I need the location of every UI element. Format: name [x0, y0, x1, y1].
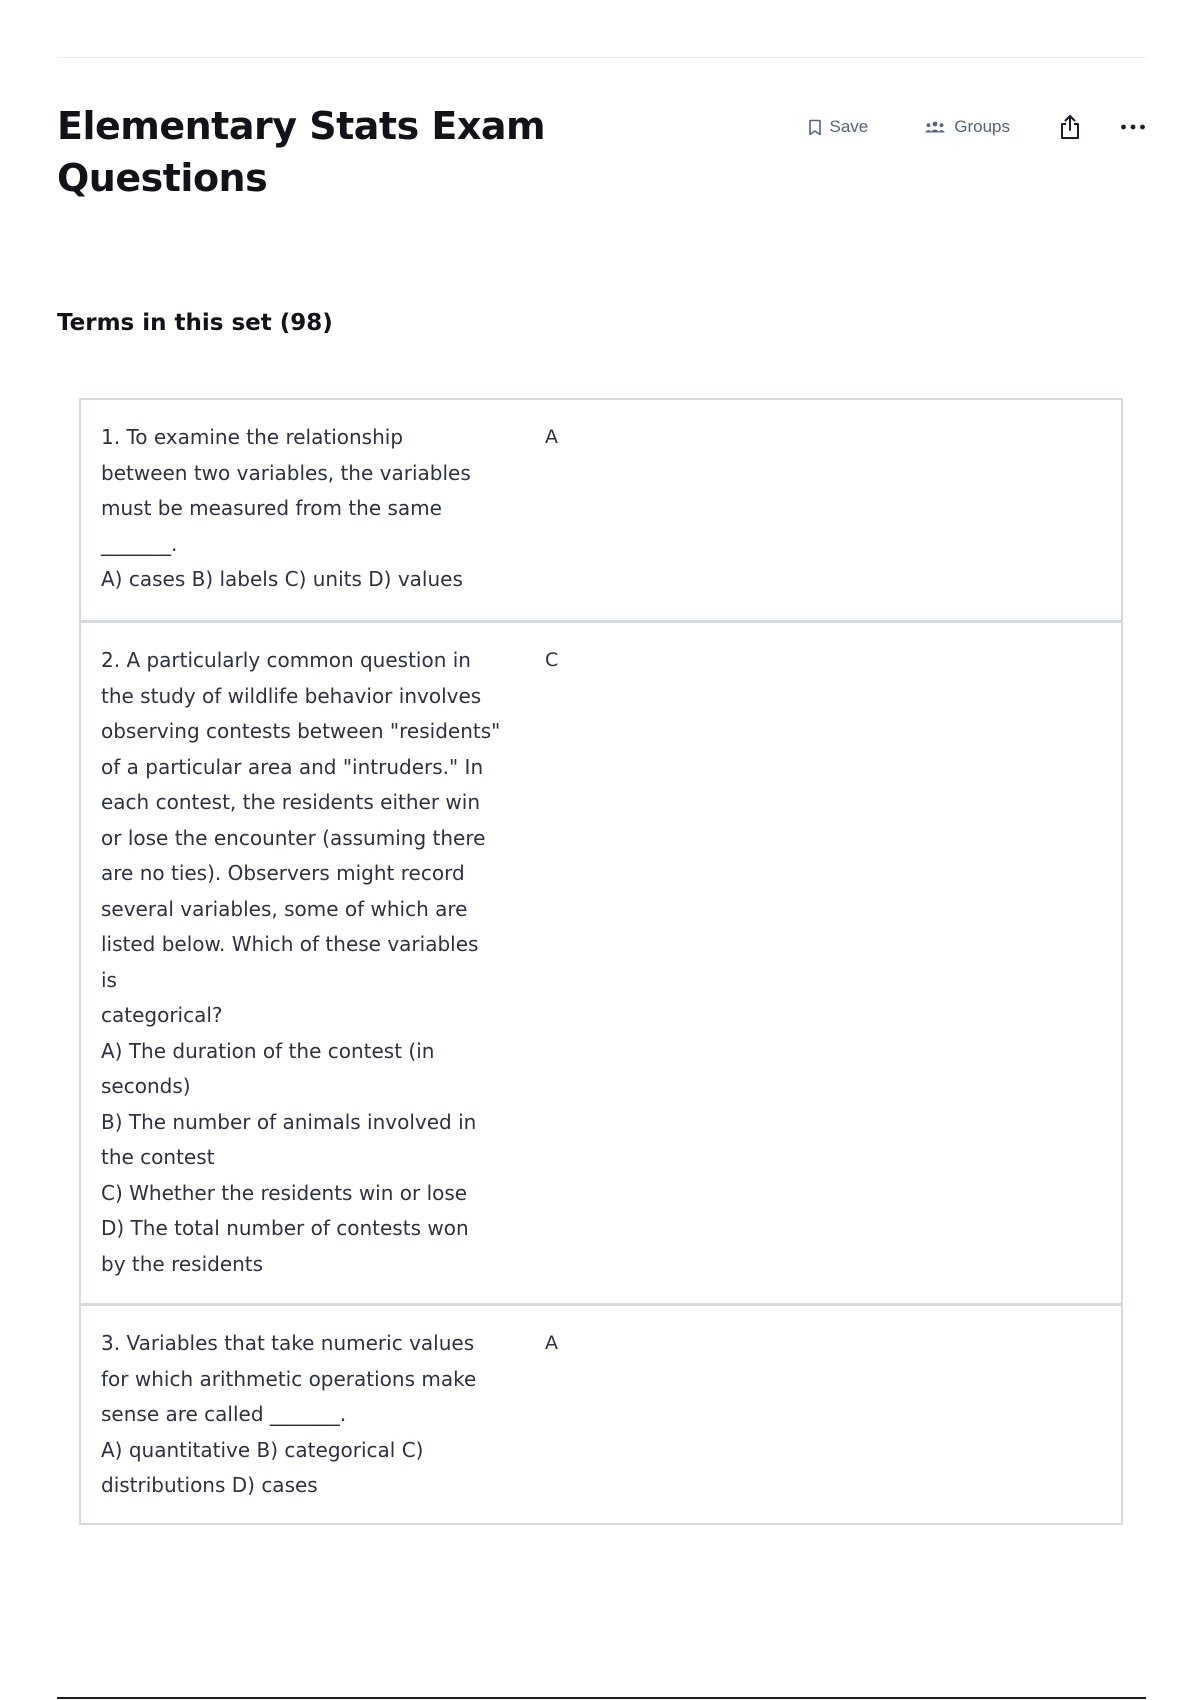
term-card-3 [81, 1303, 1121, 1523]
term-question: 1. To examine the relationship between two variables, the variables must be measured from the same _______. A) cases B) labels C) units D) values [101, 425, 471, 591]
set-header [57, 100, 1146, 210]
header-actions [808, 114, 1147, 140]
groups-icon [924, 120, 946, 134]
term-answer: C [545, 649, 559, 671]
save-label: Save [829, 117, 869, 136]
more-icon [1120, 123, 1146, 131]
term-card-1 [81, 400, 1121, 620]
term-card-2 [81, 620, 1121, 1303]
terms-heading: Terms in this set (98) [57, 310, 333, 336]
term-answer: A [545, 426, 558, 448]
term-question: 2. A particularly common question in the study of wildlife behavior involves observing contests between "residents" of a particular area and "intruders." In each contest, the residents either win or lose the encounter (assuming there are no ties). Observers might record several variables, some of which are listed below. Which of these variables is categorical? A) The duration of the contest (in seconds) B) The number of animals involved in the contest C) Whether the residents win or lose D) The total number of contests won by the residents [101, 648, 501, 1276]
groups-label: Groups [954, 117, 1010, 136]
bottom-divider [57, 1697, 1146, 1699]
top-divider [57, 57, 1146, 58]
term-list [79, 398, 1123, 1525]
share-button[interactable] [1058, 114, 1082, 140]
share-icon [1058, 114, 1082, 140]
groups-button[interactable] [924, 117, 1010, 137]
bookmark-icon [808, 119, 822, 136]
page-title: Elementary Stats Exam Questions [57, 104, 546, 200]
term-question: 3. Variables that take numeric values for which arithmetic operations make sense are called _______. A) quantitative B) categorical C) distributions D) cases [101, 1331, 477, 1497]
term-answer: A [545, 1332, 558, 1354]
more-options-button[interactable] [1120, 123, 1146, 131]
save-button[interactable] [808, 117, 869, 137]
